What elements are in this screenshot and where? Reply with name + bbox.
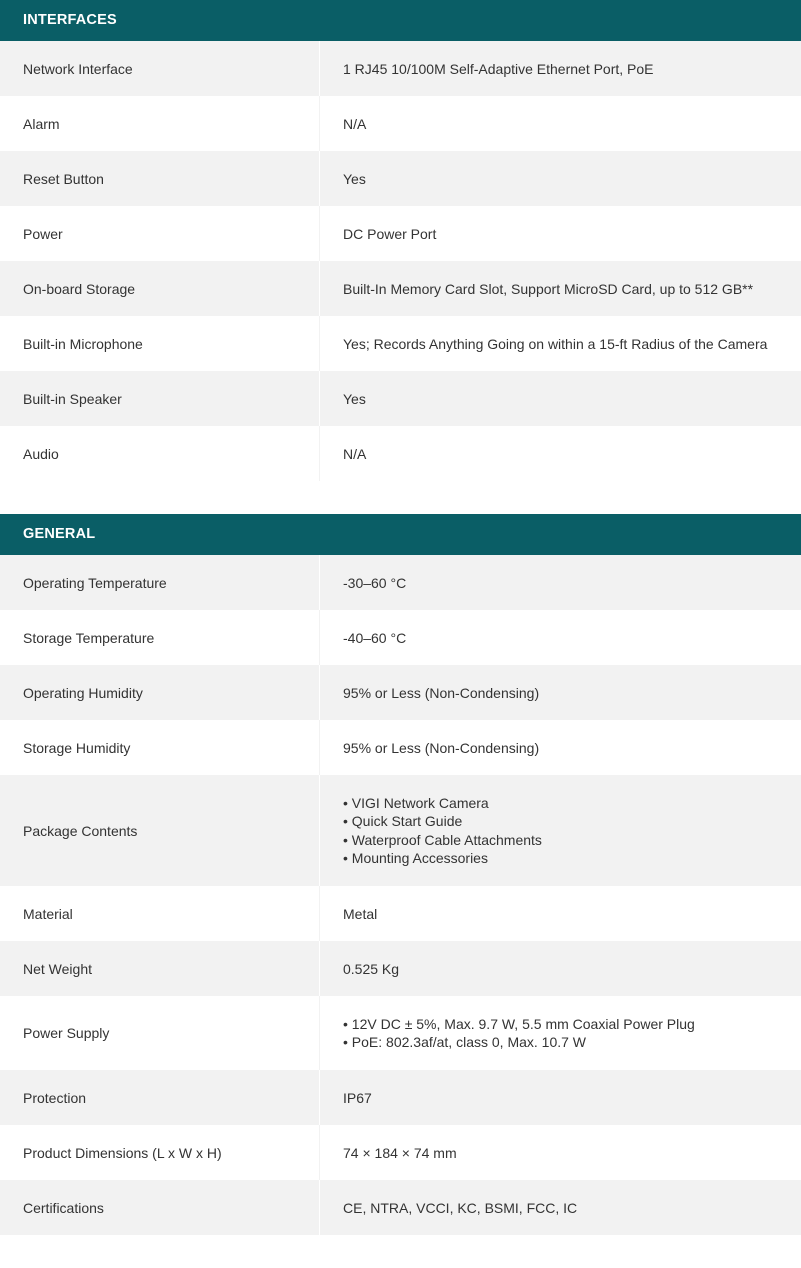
spec-label: Network Interface: [23, 60, 133, 77]
spec-row: [0, 41, 801, 96]
spec-row: [0, 261, 801, 316]
spec-row: [0, 96, 801, 151]
spec-value: 95% or Less (Non-Condensing): [319, 665, 801, 720]
section-header: INTERFACES: [0, 0, 801, 41]
spec-label: Power: [23, 225, 63, 242]
spec-label: Storage Temperature: [23, 629, 155, 646]
spec-row: [0, 316, 801, 371]
spec-label: Material: [23, 905, 73, 922]
spec-value: Yes; Records Anything Going on within a 15-ft Radius of the Camera: [319, 316, 801, 371]
spec-label: Product Dimensions (L x W x H): [23, 1144, 222, 1161]
spec-value: Yes: [319, 151, 801, 206]
spec-row: [0, 1070, 801, 1125]
spec-row: [0, 426, 801, 481]
spec-value: N/A: [319, 96, 801, 151]
spec-value: Metal: [319, 886, 801, 941]
spec-row: [0, 941, 801, 996]
spec-value: 95% or Less (Non-Condensing): [319, 720, 801, 775]
spec-value: 0.525 Kg: [319, 941, 801, 996]
list-item: • Mounting Accessories: [343, 850, 488, 866]
spec-label: Reset Button: [23, 170, 104, 187]
general-section: [0, 514, 801, 1235]
spec-row: [0, 665, 801, 720]
spec-label: Built-in Microphone: [23, 335, 143, 352]
spec-label: Audio: [23, 445, 59, 462]
spec-row: [0, 886, 801, 941]
list-item: • Quick Start Guide: [343, 813, 463, 829]
spec-value: CE, NTRA, VCCI, KC, BSMI, FCC, IC: [319, 1180, 801, 1235]
spec-label: Certifications: [23, 1199, 104, 1216]
spec-row: [0, 151, 801, 206]
list-item: • 12V DC ± 5%, Max. 9.7 W, 5.5 mm Coaxial Power Plug: [343, 1015, 695, 1032]
spec-row: [0, 610, 801, 665]
spec-label: Storage Humidity: [23, 739, 131, 756]
spec-value: -40–60 °C: [319, 610, 801, 665]
spec-label: Built-in Speaker: [23, 390, 122, 407]
spec-row: [0, 720, 801, 775]
spec-value: Yes: [319, 371, 801, 426]
spec-label: Power Supply: [23, 1025, 110, 1041]
spec-label: Alarm: [23, 115, 60, 132]
spec-value: -30–60 °C: [319, 555, 801, 610]
spec-row: [0, 1180, 801, 1235]
section-header: GENERAL: [0, 514, 801, 555]
list-item: • VIGI Network Camera: [343, 794, 489, 811]
spec-row: [0, 555, 801, 610]
power-supply-list: [343, 1015, 695, 1052]
spec-value: N/A: [319, 426, 801, 481]
spec-value: Built-In Memory Card Slot, Support MicroSD Card, up to 512 GB**: [319, 261, 801, 316]
list-item: • PoE: 802.3af/at, class 0, Max. 10.7 W: [343, 1034, 587, 1050]
interfaces-section: [0, 0, 801, 481]
spec-row: [0, 996, 801, 1070]
spec-row: [0, 1125, 801, 1180]
spec-label: Protection: [23, 1089, 87, 1106]
spec-value: DC Power Port: [319, 206, 801, 261]
spec-label: Net Weight: [23, 960, 92, 977]
package-contents-list: [343, 794, 542, 868]
spec-row: [0, 775, 801, 886]
spec-label: Operating Temperature: [23, 574, 167, 591]
spec-value: 1 RJ45 10/100M Self-Adaptive Ethernet Port, PoE: [319, 41, 801, 96]
spec-label: Operating Humidity: [23, 684, 143, 701]
spec-row: [0, 206, 801, 261]
spec-label: On-board Storage: [23, 280, 136, 297]
list-item: • Waterproof Cable Attachments: [343, 831, 542, 848]
spec-label: Package Contents: [23, 822, 138, 839]
spec-value: IP67: [319, 1070, 801, 1125]
spec-value: [319, 775, 801, 886]
spec-row: [0, 371, 801, 426]
spec-value: [319, 996, 801, 1070]
spec-value: 74 × 184 × 74 mm: [319, 1125, 801, 1180]
